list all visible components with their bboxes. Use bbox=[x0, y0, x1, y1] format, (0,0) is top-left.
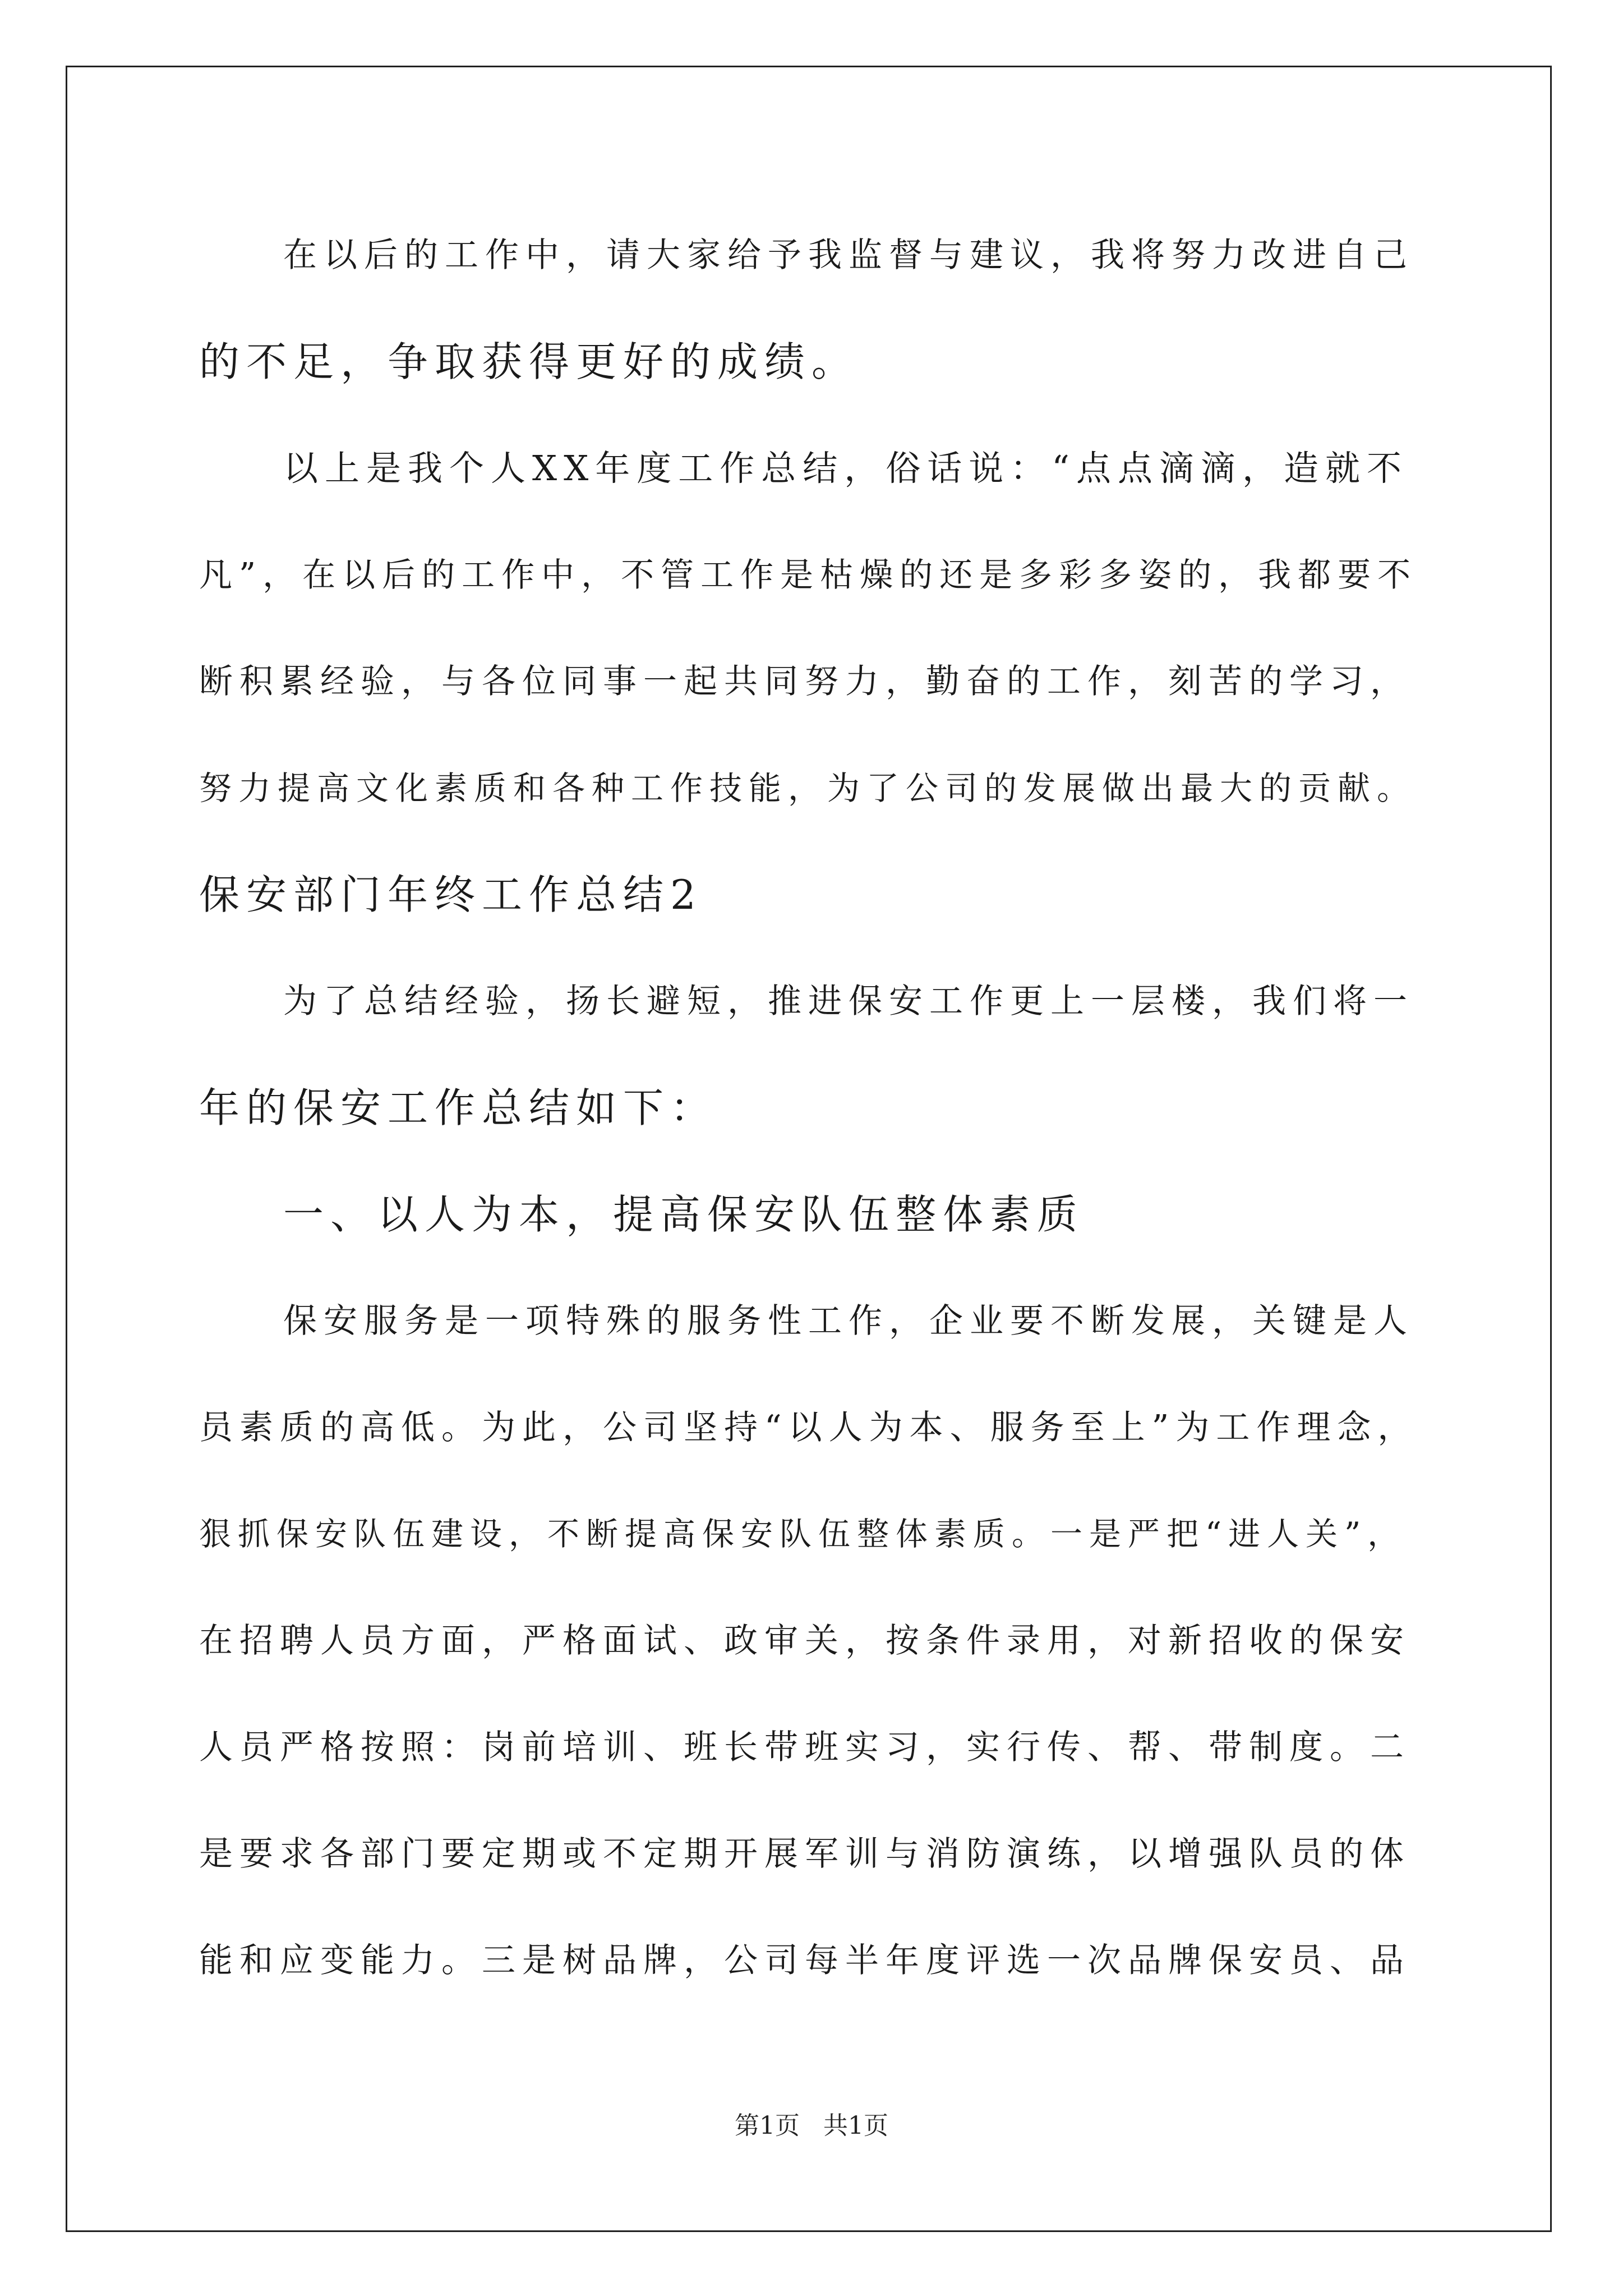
page-border bbox=[66, 66, 1552, 2232]
paragraph-line: 的不足，争取获得更好的成绩。 bbox=[199, 338, 859, 385]
paragraph-line: 努力提高文化素质和各种工作技能，为了公司的发展做出最大的贡献。 bbox=[199, 769, 1417, 807]
paragraph-line: 年的保安工作总结如下： bbox=[199, 1084, 718, 1131]
paragraph-line: 以上是我个人XX年度工作总结，俗话说：“点点滴滴，造就不 bbox=[283, 448, 1408, 489]
section-heading: 保安部门年终工作总结2 bbox=[199, 871, 703, 918]
paragraph-line: 凡”，在以后的工作中，不管工作是枯燥的还是多彩多姿的，我都要不 bbox=[199, 555, 1418, 594]
page-footer bbox=[0, 2109, 1623, 2143]
paragraph-line: 是要求各部门要定期或不定期开展军训与消防演练，以增强队员的体 bbox=[199, 1834, 1410, 1874]
paragraph-line: 员素质的高低。为此，公司坚持“以人为本、服务至上”为工作理念， bbox=[199, 1408, 1418, 1447]
page-total: 共1页 bbox=[823, 2111, 888, 2140]
paragraph-line: 能和应变能力。三是树品牌，公司每半年度评选一次品牌保安员、品 bbox=[199, 1941, 1410, 1980]
paragraph-line: 在招聘人员方面，严格面试、政审关，按条件录用，对新招收的保安 bbox=[199, 1621, 1410, 1660]
paragraph-line: 狠抓保安队伍建设，不断提高保安队伍整体素质。一是严把“进人关”， bbox=[199, 1516, 1407, 1553]
paragraph-line: 断积累经验，与各位同事一起共同努力，勤奋的工作，刻苦的学习， bbox=[199, 662, 1410, 701]
paragraph-line: 人员严格按照：岗前培训、班长带班实习，实行传、帮、带制度。二 bbox=[199, 1728, 1410, 1767]
subsection-heading: 一、以人为本，提高保安队伍整体素质 bbox=[283, 1191, 1085, 1238]
paragraph-line: 保安服务是一项特殊的服务性工作，企业要不断发展，关键是人 bbox=[283, 1301, 1414, 1341]
paragraph-line: 在以后的工作中，请大家给予我监督与建议，我将努力改进自己 bbox=[283, 236, 1414, 275]
paragraph-line: 为了总结经验，扬长避短，推进保安工作更上一层楼，我们将一 bbox=[283, 982, 1414, 1021]
page-number: 第1页 bbox=[735, 2111, 800, 2140]
